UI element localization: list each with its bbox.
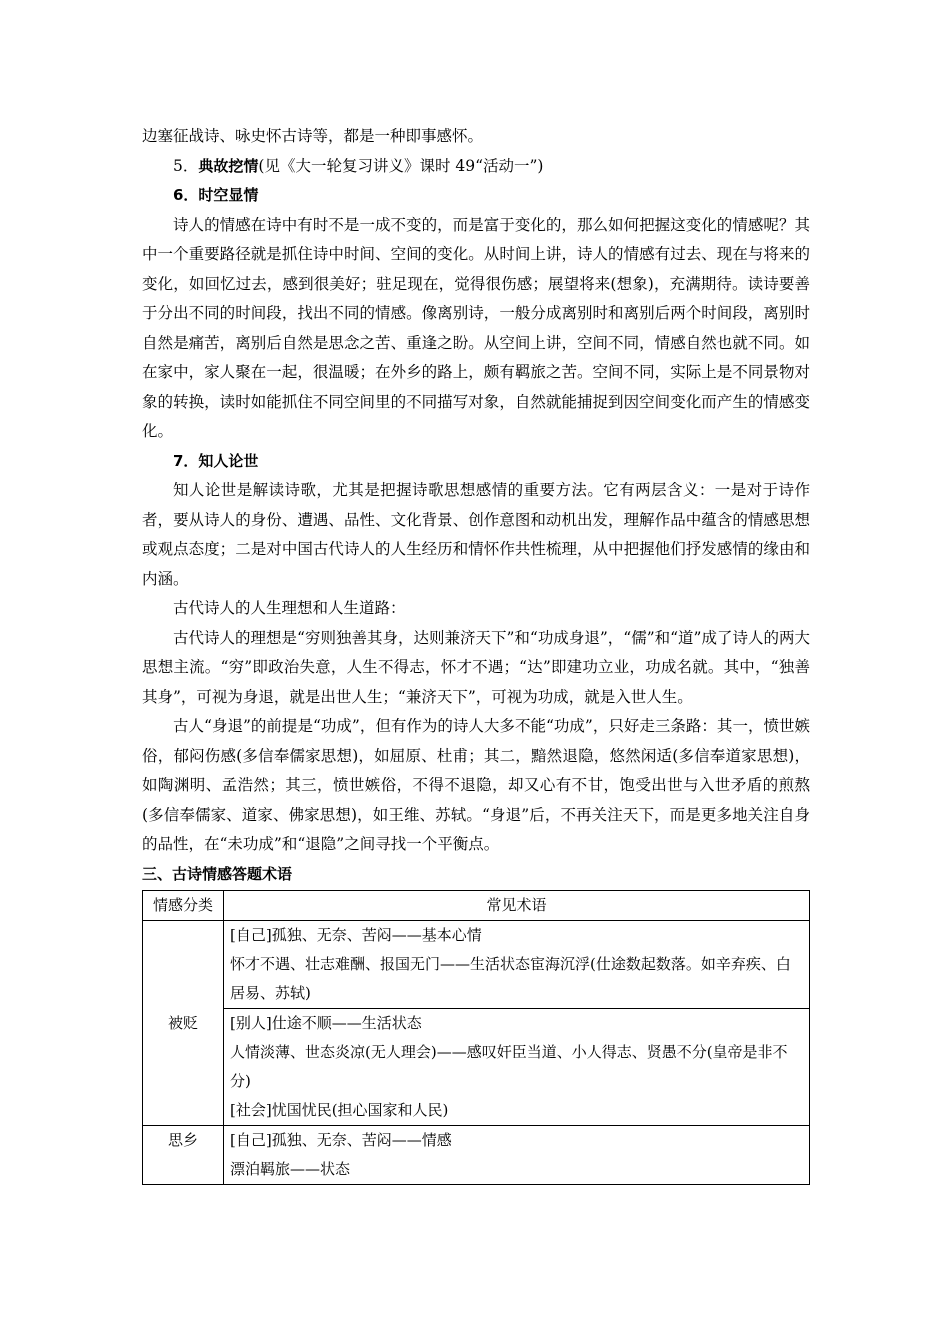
table-row (143, 1126, 810, 1185)
heading-5-note: (见《大一轮复习讲义》课时 49“活动一”) (258, 156, 544, 175)
table-row (143, 1009, 810, 1126)
table-header-category: 情感分类 (143, 891, 224, 921)
table-row (143, 921, 810, 1009)
paragraph-ideal-intro: 古代诗人的人生理想和人生道路： (173, 599, 406, 617)
term-line: 人情淡薄、世态炎凉(无人理会)——感叹奸臣当道、小人得志、贤愚不分(皇帝是非不分) (230, 1043, 788, 1090)
heading-5 (142, 152, 810, 182)
terms-cell (224, 921, 810, 1009)
section-3-heading: 三、古诗情感答题术语 (142, 864, 293, 883)
heading-7: 7．知人论世 (173, 451, 259, 470)
document-page (142, 122, 810, 1185)
category-cell-homesick: 思乡 (143, 1126, 224, 1185)
term-line: 漂泊羁旅——状态 (230, 1160, 351, 1178)
term-line: [社会]忧国忧民(担心国家和人民) (230, 1101, 449, 1119)
table-header-terms: 常见术语 (224, 891, 810, 921)
paragraph-know-people: 知人论世是解读诗歌，尤其是把握诗歌思想感情的重要方法。它有两层含义：一是对于诗作者，要从诗人的身份、遭遇、品性、文化背景、创作意图和动机出发，理解作品中蕴含的情感思想或观点态度；二是对中国古代诗人的人生经历和情怀作共性梳理，从中把握他们抒发感情的缘由和内涵。 (142, 481, 810, 588)
terms-cell (224, 1126, 810, 1185)
paragraph-retreat: 古人“身退”的前提是“功成”，但有作为的诗人大多不能“功成”，只好走三条路：其一，愤世嫉俗，郁闷伤感(多信奉儒家思想)，如屈原、杜甫；其二，黯然退隐，悠然闲适(多信奉道家思想)，如陶渊明、孟浩然；其三，愤世嫉俗，不得不退隐，却又心有不甘，饱受出世与入世矛盾的煎熬(多信奉儒家、道家、佛家思想)，如王维、苏轼。“身退”后，不再关注天下，而是更多地关注自身的品性，在“未功成”和“退隐”之间寻找一个平衡点。 (142, 717, 810, 853)
heading-6: 6．时空显情 (173, 186, 259, 204)
term-line: [自己]孤独、无奈、苦闷——基本心情 (230, 926, 482, 944)
terms-cell (224, 1009, 810, 1126)
paragraph-time-space: 诗人的情感在诗中有时不是一成不变的，而是富于变化的，那么如何把握这变化的情感呢？其中一个重要路径就是抓住诗中时间、空间的变化。从时间上讲，诗人的情感有过去、现在与将来的变化，如回忆过去，感到很美好；驻足现在，觉得很伤感；展望将来(想象)，充满期待。读诗要善于分出不同的时间段，找出不同的情感。像离别诗，一般分成离别时和离别后两个时间段，离别时自然是痛苦，离别后自然是思念之苦、重逢之盼。从空间上讲，空间不同，情感自然也就不同。如在家中，家人聚在一起，很温暖；在外乡的路上，颇有羁旅之苦。空间不同，实际上是不同景物对象的转换，读时如能抓住不同空间里的不同描写对象，自然就能捕捉到因空间变化而产生的情感变化。 (142, 215, 810, 440)
paragraph-ideal: 古代诗人的理想是“穷则独善其身，达则兼济天下”和“功成身退”，“儒”和“道”成了诗人的两大思想主流。“穷”即政治失意，人生不得志，怀才不遇；“达”即建功立业，功成名就。其中，“独善其身”，可视为身退，就是出世人生；“兼济天下”，可视为功成，就是入世人生。 (142, 628, 810, 706)
term-line: [别人]仕途不顺——生活状态 (230, 1014, 422, 1032)
heading-5-number: 5． (173, 156, 199, 175)
category-cell-demoted: 被贬 (143, 921, 224, 1126)
term-line: 怀才不遇、壮志难酬、报国无门——生活状态宦海沉浮(仕途数起数落。如辛弃疾、白居易、苏轼) (230, 955, 791, 1002)
table-header-row (143, 891, 810, 921)
paragraph-continued: 边塞征战诗、咏史怀古诗等，都是一种即事感怀。 (142, 127, 484, 145)
term-line: [自己]孤独、无奈、苦闷——情感 (230, 1131, 452, 1149)
heading-5-title: 典故挖情 (198, 156, 259, 175)
emotion-terms-table (142, 890, 810, 1185)
